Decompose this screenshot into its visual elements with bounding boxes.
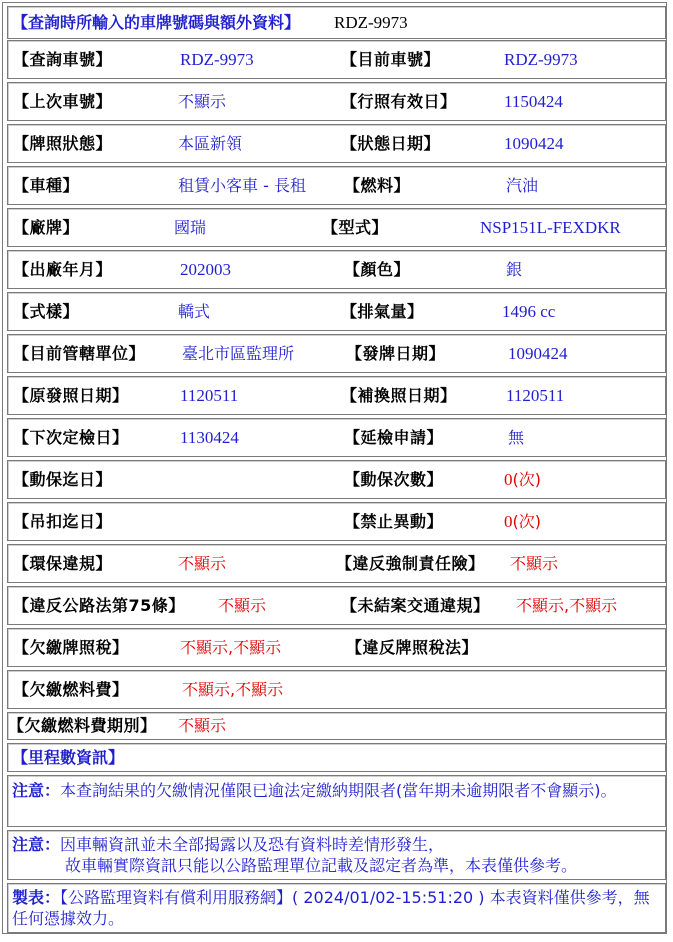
table-row [7,544,666,583]
label-transfer-prohibited: 【禁止異動】 [344,511,444,531]
label-compulsory-insurance-violation: 【違反強制責任險】 [336,553,485,573]
note-row-2 [7,830,666,880]
value-jurisdiction: 臺北市區監理所 [182,343,295,363]
note-2-label: 注意： [12,835,61,854]
label-jurisdiction: 【目前管轄單位】 [13,343,146,363]
label-unpaid-license-tax: 【欠繳牌照稅】 [13,637,129,657]
note-2-line-1-text: 因車輛資訊並未全部揭露以及恐有資料時差情形發生， [60,835,445,854]
value-fuel: 汽油 [506,175,539,195]
note-row-1 [7,775,666,827]
value-transfer-prohibited [504,512,541,532]
value-model: NSP151L-FEXDKR [480,217,621,237]
value-query-plate: RDZ-9973 [180,49,254,69]
value-unpaid-fuel-fee-period: 不顯示 [178,716,227,735]
value-current-plate: RDZ-9973 [504,49,578,69]
label-original-issue-date: 【原發照日期】 [13,385,129,405]
value-original-issue-date: 1120511 [180,385,239,405]
value-body-style: 轎式 [178,301,211,321]
value-highway-act-violation: 不顯示 [218,595,267,615]
label-mortgage-expiry: 【動保迄日】 [13,469,113,489]
label-reissue-date: 【補換照日期】 [341,385,457,405]
label-current-plate: 【目前車號】 [341,49,441,69]
table-row [7,502,666,541]
label-fuel: 【燃料】 [344,175,411,195]
label-unpaid-fuel-fee: 【欠繳燃料費】 [13,679,129,699]
label-vehicle-type: 【車種】 [13,175,80,195]
label-brand: 【廠牌】 [13,217,80,237]
label-manufacture-date: 【出廠年月】 [13,259,113,279]
mileage-label: 【里程數資訊】 [12,747,125,767]
note-1 [12,780,659,801]
label-unpaid-fuel-fee-period: 【欠繳燃料費期別】 [8,716,157,735]
value-vehicle-type: 租賃小客車 - 長租 [178,175,306,195]
value-inspection-extension: 無 [508,427,525,447]
footer-note [12,887,659,929]
value-compulsory-insurance-violation: 不顯示 [510,553,559,573]
table-row [7,586,666,625]
header-row [7,6,666,39]
label-body-style: 【式樣】 [13,301,80,321]
value-manufacture-date: 202003 [180,259,231,279]
table-row [7,292,666,331]
value-status-date: 1090424 [504,133,564,153]
mileage-row [7,743,666,772]
value-brand: 國瑞 [174,217,207,237]
transfer-prohibited-unit: (次) [512,511,541,531]
note-2-line-2: 故車輛實際資訊只能以公路監理單位記載及認定者為準，本表僅供參考。 [65,856,578,875]
note-1-label: 注意： [12,781,61,800]
table-row [7,82,666,121]
note-2-line-1 [12,834,659,855]
table-row [7,418,666,457]
label-color: 【顏色】 [344,259,411,279]
value-plate-status: 本區新領 [178,133,243,153]
header-label: 【查詢時所輸入的車牌號碼與額外資料】 [12,12,301,32]
label-status-date: 【狀態日期】 [341,133,441,153]
label-suspension-expiry: 【吊扣迄日】 [13,511,113,531]
label-query-plate: 【查詢車號】 [13,49,113,69]
label-environmental-violation: 【環保違規】 [13,553,113,573]
label-previous-plate: 【上次車號】 [13,91,113,111]
value-next-inspection: 1130424 [180,427,239,447]
header-plate: RDZ-9973 [334,12,408,32]
table-row [7,376,666,415]
label-next-inspection: 【下次定檢日】 [13,427,129,447]
mortgage-count-number: 0 [504,469,513,489]
value-reissue-date: 1120511 [506,385,565,405]
label-open-traffic-violations: 【未結案交通違規】 [341,595,490,615]
label-issue-date: 【發牌日期】 [346,343,446,363]
label-displacement: 【排氣量】 [341,301,424,321]
value-unpaid-fuel-fee: 不顯示,不顯示 [182,679,284,699]
value-environmental-violation: 不顯示 [178,553,227,573]
transfer-prohibited-number: 0 [504,511,513,531]
note-1-text: 本查詢結果的欠繳情況僅限已逾法定繳納期限者(當年期未逾期限者不會顯示)。 [60,781,617,800]
label-model: 【型式】 [322,217,389,237]
value-previous-plate: 不顯示 [178,91,227,111]
label-license-tax-violation: 【違反牌照稅法】 [346,637,479,657]
label-highway-act-violation: 【違反公路法第75條】 [13,595,185,615]
table-row [7,712,666,740]
label-license-expiry: 【行照有效日】 [341,91,457,111]
table-row [7,460,666,499]
table-row [7,124,666,163]
table-row [7,628,666,667]
value-unpaid-license-tax: 不顯示,不顯示 [180,637,282,657]
value-mortgage-count [504,470,541,490]
table-row [7,166,666,205]
label-mortgage-count: 【動保次數】 [344,469,444,489]
footer-text: 【公路監理資料有償利用服務網】( 2024/01/02-15:51:20 ) 本表資料僅供參考，無任何憑據效力。 [12,888,650,928]
table-row [7,670,666,709]
table-row [7,208,666,247]
footer-label: 製表： [12,888,61,907]
value-license-expiry: 1150424 [504,91,563,111]
label-plate-status: 【牌照狀態】 [13,133,113,153]
value-open-traffic-violations: 不顯示,不顯示 [516,595,618,615]
note-2 [12,834,659,876]
table-row [7,250,666,289]
mortgage-count-unit: (次) [512,469,541,489]
value-issue-date: 1090424 [508,343,568,363]
label-inspection-extension: 【延檢申請】 [344,427,444,447]
table-row [7,334,666,373]
value-displacement: 1496 cc [502,301,556,321]
footer-row [7,883,666,933]
value-color: 銀 [506,259,523,279]
table-row [7,40,666,79]
